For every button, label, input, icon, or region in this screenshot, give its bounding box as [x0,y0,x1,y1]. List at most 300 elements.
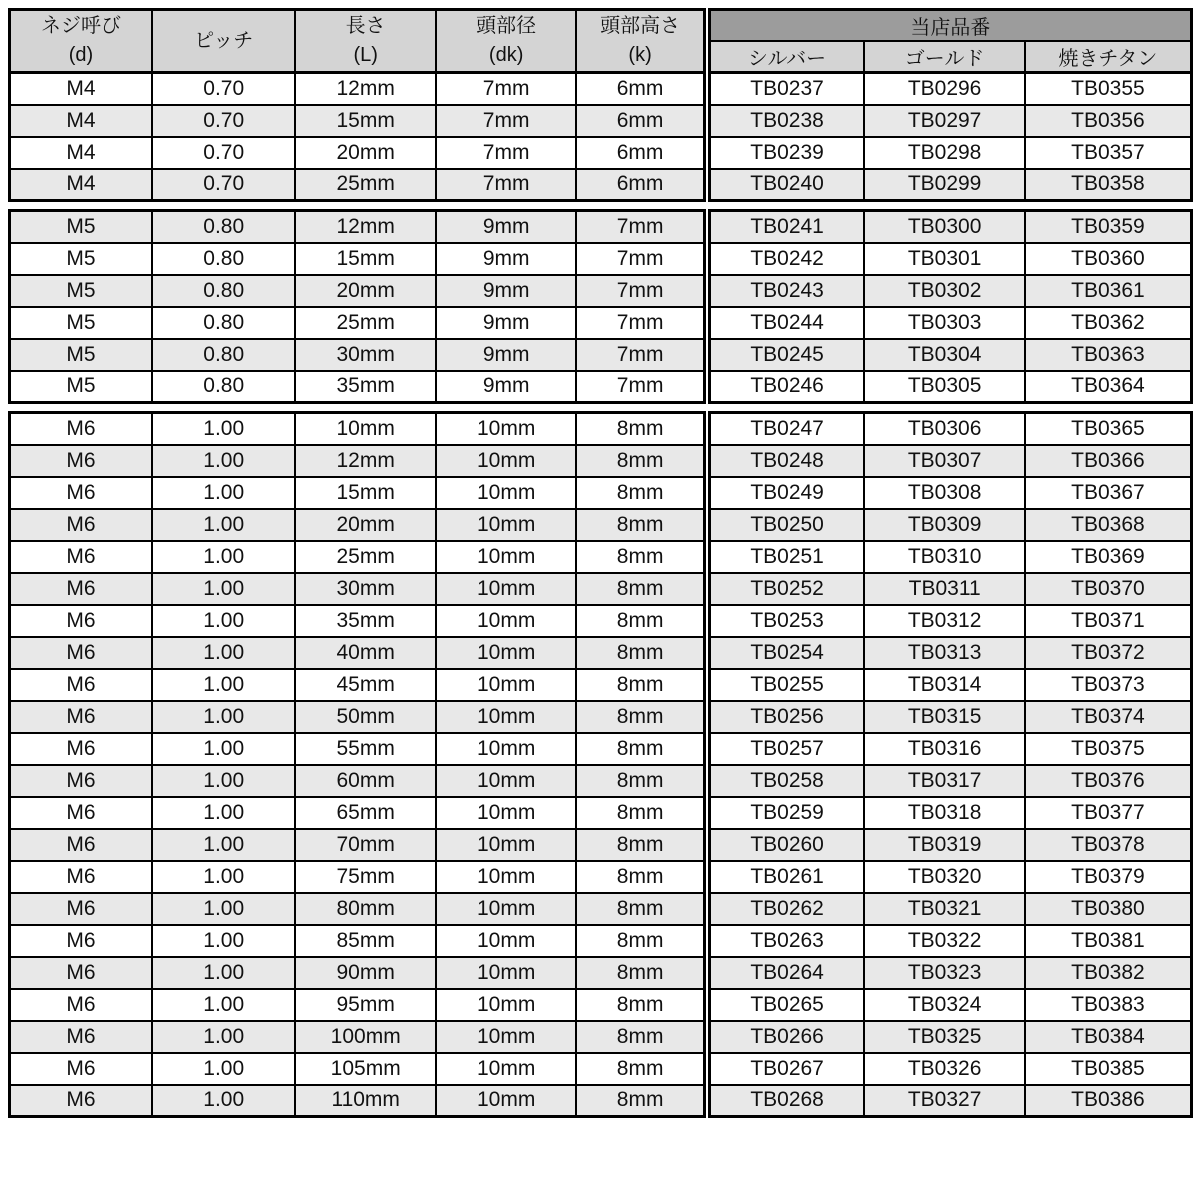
cell-screw-size: M6 [10,669,152,701]
table-row [10,861,1192,893]
table-row [10,413,1192,445]
cell-head-height: 8mm [576,861,706,893]
cell-head-height: 8mm [576,669,706,701]
cell-head-diameter: 10mm [436,413,576,445]
cell-head-height: 8mm [576,797,706,829]
cell-head-height: 8mm [576,445,706,477]
cell-pitch: 1.00 [152,829,295,861]
column-header-label: 長さ [345,15,386,37]
cell-part-number-silver: TB0244 [707,307,865,339]
cell-part-number-gold: TB0312 [864,605,1025,637]
cell-head-height: 7mm [576,371,706,403]
cell-head-diameter: 10mm [436,445,576,477]
table-row [10,605,1192,637]
cell-length: 50mm [295,701,435,733]
cell-screw-size: M6 [10,765,152,797]
cell-pitch: 1.00 [152,477,295,509]
cell-screw-size: M5 [10,339,152,371]
cell-part-number-silver: TB0261 [707,861,865,893]
cell-screw-size: M6 [10,893,152,925]
cell-part-number-gold: TB0304 [864,339,1025,371]
cell-part-number-silver: TB0240 [707,169,865,201]
cell-head-height: 7mm [576,211,706,243]
cell-part-number-titanium: TB0362 [1025,307,1192,339]
cell-head-diameter: 10mm [436,829,576,861]
cell-length: 90mm [295,957,435,989]
cell-head-diameter: 10mm [436,573,576,605]
cell-part-number-gold: TB0298 [864,137,1025,169]
cell-head-diameter: 10mm [436,1021,576,1053]
cell-part-number-silver: TB0263 [707,925,865,957]
table-row [10,989,1192,1021]
cell-pitch: 1.00 [152,989,295,1021]
cell-part-number-silver: TB0254 [707,637,865,669]
table-row [10,275,1192,307]
cell-pitch: 1.00 [152,1021,295,1053]
cell-part-number-silver: TB0256 [707,701,865,733]
cell-part-number-silver: TB0255 [707,669,865,701]
cell-head-height: 8mm [576,1085,706,1117]
cell-head-height: 8mm [576,413,706,445]
table-row [10,701,1192,733]
table-row [10,733,1192,765]
cell-part-number-titanium: TB0369 [1025,541,1192,573]
cell-pitch: 0.80 [152,371,295,403]
cell-head-height: 8mm [576,477,706,509]
cell-screw-size: M6 [10,925,152,957]
cell-pitch: 0.80 [152,211,295,243]
cell-part-number-gold: TB0301 [864,243,1025,275]
cell-length: 35mm [295,371,435,403]
cell-part-number-titanium: TB0383 [1025,989,1192,1021]
cell-part-number-silver: TB0239 [707,137,865,169]
cell-length: 85mm [295,925,435,957]
table-row [10,893,1192,925]
cell-length: 25mm [295,169,435,201]
cell-head-height: 8mm [576,1053,706,1085]
cell-length: 55mm [295,733,435,765]
cell-pitch: 0.70 [152,169,295,201]
cell-length: 30mm [295,573,435,605]
cell-length: 45mm [295,669,435,701]
cell-length: 25mm [295,307,435,339]
table-row [10,637,1192,669]
cell-head-diameter: 10mm [436,1085,576,1117]
column-header-label: ピッチ [194,29,254,52]
cell-screw-size: M6 [10,1021,152,1053]
cell-screw-size: M4 [10,169,152,201]
column-header-titanium: 焼きチタン [1025,41,1192,73]
cell-part-number-silver: TB0265 [707,989,865,1021]
column-header-head-diameter [436,10,576,73]
cell-length: 20mm [295,509,435,541]
cell-length: 40mm [295,637,435,669]
cell-part-number-silver: TB0257 [707,733,865,765]
cell-length: 80mm [295,893,435,925]
table-row [10,957,1192,989]
column-header-part-number-group: 当店品番 [707,10,1192,42]
cell-part-number-gold: TB0303 [864,307,1025,339]
cell-length: 25mm [295,541,435,573]
cell-length: 12mm [295,73,435,105]
cell-part-number-gold: TB0316 [864,733,1025,765]
cell-head-height: 8mm [576,541,706,573]
cell-head-diameter: 7mm [436,73,576,105]
cell-part-number-titanium: TB0384 [1025,1021,1192,1053]
cell-screw-size: M4 [10,73,152,105]
column-header-pitch [152,10,295,73]
cell-part-number-titanium: TB0364 [1025,371,1192,403]
column-header-label: 頭部径 [476,15,537,37]
cell-pitch: 1.00 [152,861,295,893]
cell-length: 75mm [295,861,435,893]
cell-part-number-silver: TB0247 [707,413,865,445]
cell-part-number-gold: TB0327 [864,1085,1025,1117]
cell-part-number-titanium: TB0355 [1025,73,1192,105]
cell-part-number-titanium: TB0385 [1025,1053,1192,1085]
cell-pitch: 1.00 [152,573,295,605]
cell-part-number-titanium: TB0361 [1025,275,1192,307]
cell-screw-size: M5 [10,307,152,339]
cell-pitch: 0.80 [152,243,295,275]
cell-part-number-gold: TB0323 [864,957,1025,989]
cell-pitch: 0.80 [152,275,295,307]
cell-length: 20mm [295,137,435,169]
cell-part-number-gold: TB0322 [864,925,1025,957]
cell-length: 15mm [295,243,435,275]
cell-part-number-gold: TB0315 [864,701,1025,733]
table-row [10,829,1192,861]
cell-pitch: 0.70 [152,73,295,105]
cell-pitch: 0.70 [152,105,295,137]
cell-head-diameter: 10mm [436,957,576,989]
table-row [10,477,1192,509]
cell-pitch: 0.80 [152,307,295,339]
cell-part-number-silver: TB0268 [707,1085,865,1117]
cell-head-diameter: 10mm [436,989,576,1021]
cell-pitch: 0.80 [152,339,295,371]
cell-part-number-silver: TB0248 [707,445,865,477]
table-row [10,541,1192,573]
cell-screw-size: M5 [10,243,152,275]
table-row [10,105,1192,137]
cell-part-number-gold: TB0307 [864,445,1025,477]
table-row [10,925,1192,957]
column-header-label: ネジ呼び [40,15,121,37]
cell-part-number-titanium: TB0379 [1025,861,1192,893]
cell-part-number-gold: TB0296 [864,73,1025,105]
cell-part-number-silver: TB0259 [707,797,865,829]
column-header-silver: シルバー [707,41,865,73]
cell-head-diameter: 10mm [436,861,576,893]
cell-head-height: 8mm [576,957,706,989]
cell-pitch: 1.00 [152,637,295,669]
cell-part-number-silver: TB0238 [707,105,865,137]
cell-screw-size: M6 [10,477,152,509]
table-row [10,243,1192,275]
cell-length: 15mm [295,477,435,509]
cell-part-number-titanium: TB0366 [1025,445,1192,477]
cell-screw-size: M5 [10,275,152,307]
cell-length: 10mm [295,413,435,445]
spec-table-section-m4 [8,8,1193,202]
cell-head-diameter: 10mm [436,669,576,701]
cell-length: 30mm [295,339,435,371]
cell-pitch: 1.00 [152,1085,295,1117]
cell-part-number-titanium: TB0368 [1025,509,1192,541]
cell-part-number-titanium: TB0365 [1025,413,1192,445]
cell-part-number-gold: TB0317 [864,765,1025,797]
cell-part-number-gold: TB0324 [864,989,1025,1021]
cell-part-number-gold: TB0326 [864,1053,1025,1085]
cell-head-diameter: 10mm [436,541,576,573]
cell-screw-size: M5 [10,371,152,403]
cell-part-number-titanium: TB0367 [1025,477,1192,509]
cell-part-number-silver: TB0246 [707,371,865,403]
cell-screw-size: M6 [10,605,152,637]
table-body-m6 [10,413,1192,1117]
cell-screw-size: M6 [10,733,152,765]
cell-length: 60mm [295,765,435,797]
cell-part-number-silver: TB0260 [707,829,865,861]
cell-head-height: 8mm [576,733,706,765]
cell-pitch: 1.00 [152,893,295,925]
cell-part-number-titanium: TB0376 [1025,765,1192,797]
table-row [10,211,1192,243]
cell-part-number-titanium: TB0375 [1025,733,1192,765]
cell-part-number-titanium: TB0378 [1025,829,1192,861]
cell-screw-size: M6 [10,1053,152,1085]
cell-head-height: 8mm [576,509,706,541]
cell-part-number-silver: TB0249 [707,477,865,509]
cell-head-diameter: 9mm [436,275,576,307]
column-header-head-height [576,10,706,73]
cell-part-number-silver: TB0251 [707,541,865,573]
cell-part-number-titanium: TB0382 [1025,957,1192,989]
cell-head-height: 8mm [576,605,706,637]
cell-length: 100mm [295,1021,435,1053]
cell-part-number-silver: TB0258 [707,765,865,797]
cell-pitch: 1.00 [152,669,295,701]
table-row [10,371,1192,403]
cell-length: 65mm [295,797,435,829]
cell-part-number-gold: TB0320 [864,861,1025,893]
cell-head-diameter: 7mm [436,137,576,169]
cell-part-number-silver: TB0237 [707,73,865,105]
table-row [10,445,1192,477]
cell-head-diameter: 7mm [436,105,576,137]
cell-part-number-titanium: TB0358 [1025,169,1192,201]
cell-part-number-gold: TB0314 [864,669,1025,701]
cell-screw-size: M6 [10,573,152,605]
cell-part-number-silver: TB0262 [707,893,865,925]
cell-pitch: 1.00 [152,445,295,477]
cell-part-number-silver: TB0242 [707,243,865,275]
cell-part-number-silver: TB0250 [707,509,865,541]
cell-part-number-titanium: TB0372 [1025,637,1192,669]
spec-table-section-m5 [8,209,1193,404]
cell-part-number-titanium: TB0374 [1025,701,1192,733]
cell-screw-size: M5 [10,211,152,243]
cell-head-diameter: 9mm [436,307,576,339]
cell-length: 70mm [295,829,435,861]
cell-part-number-titanium: TB0360 [1025,243,1192,275]
spec-table-section-m6 [8,411,1193,1118]
cell-part-number-titanium: TB0386 [1025,1085,1192,1117]
cell-head-height: 8mm [576,829,706,861]
cell-part-number-silver: TB0252 [707,573,865,605]
cell-head-height: 8mm [576,1021,706,1053]
cell-screw-size: M6 [10,861,152,893]
cell-part-number-gold: TB0302 [864,275,1025,307]
cell-pitch: 1.00 [152,957,295,989]
cell-part-number-gold: TB0318 [864,797,1025,829]
cell-part-number-gold: TB0325 [864,1021,1025,1053]
cell-part-number-titanium: TB0371 [1025,605,1192,637]
table-row [10,669,1192,701]
cell-head-diameter: 10mm [436,605,576,637]
cell-part-number-titanium: TB0380 [1025,893,1192,925]
cell-screw-size: M6 [10,989,152,1021]
cell-head-height: 7mm [576,307,706,339]
table-row [10,765,1192,797]
cell-part-number-titanium: TB0363 [1025,339,1192,371]
cell-head-diameter: 9mm [436,339,576,371]
cell-pitch: 1.00 [152,605,295,637]
cell-length: 20mm [295,275,435,307]
cell-part-number-gold: TB0305 [864,371,1025,403]
cell-head-diameter: 10mm [436,477,576,509]
cell-screw-size: M6 [10,829,152,861]
cell-part-number-gold: TB0311 [864,573,1025,605]
cell-length: 12mm [295,445,435,477]
cell-screw-size: M4 [10,137,152,169]
cell-head-height: 8mm [576,893,706,925]
cell-screw-size: M6 [10,797,152,829]
cell-part-number-silver: TB0243 [707,275,865,307]
table-row [10,137,1192,169]
cell-head-diameter: 10mm [436,797,576,829]
cell-head-height: 8mm [576,701,706,733]
cell-part-number-titanium: TB0356 [1025,105,1192,137]
cell-part-number-silver: TB0266 [707,1021,865,1053]
cell-part-number-titanium: TB0370 [1025,573,1192,605]
cell-pitch: 1.00 [152,541,295,573]
cell-part-number-silver: TB0241 [707,211,865,243]
cell-head-height: 6mm [576,73,706,105]
cell-length: 35mm [295,605,435,637]
cell-part-number-gold: TB0300 [864,211,1025,243]
cell-head-diameter: 9mm [436,211,576,243]
cell-head-diameter: 9mm [436,243,576,275]
cell-head-diameter: 10mm [436,893,576,925]
cell-head-height: 8mm [576,925,706,957]
table-row [10,509,1192,541]
column-header-label: 頭部高さ [600,15,681,37]
table-row [10,73,1192,105]
column-header-gold: ゴールド [864,41,1025,73]
cell-part-number-gold: TB0309 [864,509,1025,541]
cell-length: 15mm [295,105,435,137]
cell-head-height: 7mm [576,243,706,275]
table-row [10,1021,1192,1053]
column-header-symbol: (dk) [488,44,524,66]
cell-part-number-titanium: TB0373 [1025,669,1192,701]
cell-length: 12mm [295,211,435,243]
cell-pitch: 1.00 [152,509,295,541]
cell-head-diameter: 9mm [436,371,576,403]
cell-pitch: 1.00 [152,797,295,829]
cell-head-height: 7mm [576,275,706,307]
cell-screw-size: M6 [10,1085,152,1117]
cell-part-number-gold: TB0321 [864,893,1025,925]
cell-head-height: 8mm [576,765,706,797]
cell-pitch: 1.00 [152,701,295,733]
cell-part-number-gold: TB0306 [864,413,1025,445]
table-row [10,1085,1192,1117]
cell-part-number-gold: TB0313 [864,637,1025,669]
cell-part-number-titanium: TB0377 [1025,797,1192,829]
cell-pitch: 1.00 [152,1053,295,1085]
cell-head-diameter: 10mm [436,701,576,733]
cell-head-diameter: 10mm [436,733,576,765]
table-body-m5 [10,211,1192,403]
cell-part-number-silver: TB0267 [707,1053,865,1085]
cell-part-number-silver: TB0245 [707,339,865,371]
cell-part-number-titanium: TB0359 [1025,211,1192,243]
cell-head-diameter: 7mm [436,169,576,201]
cell-head-diameter: 10mm [436,925,576,957]
cell-head-height: 7mm [576,339,706,371]
cell-part-number-gold: TB0299 [864,169,1025,201]
cell-screw-size: M6 [10,541,152,573]
cell-part-number-gold: TB0308 [864,477,1025,509]
column-header-symbol: (d) [68,44,94,66]
cell-part-number-gold: TB0319 [864,829,1025,861]
cell-head-height: 6mm [576,169,706,201]
cell-screw-size: M6 [10,413,152,445]
cell-pitch: 0.70 [152,137,295,169]
cell-head-height: 6mm [576,137,706,169]
table-row [10,339,1192,371]
cell-head-diameter: 10mm [436,509,576,541]
cell-head-height: 6mm [576,105,706,137]
cell-head-diameter: 10mm [436,1053,576,1085]
cell-pitch: 1.00 [152,765,295,797]
cell-head-diameter: 10mm [436,765,576,797]
column-header-symbol: (k) [628,44,652,66]
cell-screw-size: M6 [10,509,152,541]
cell-screw-size: M4 [10,105,152,137]
cell-part-number-gold: TB0310 [864,541,1025,573]
cell-part-number-silver: TB0264 [707,957,865,989]
cell-pitch: 1.00 [152,413,295,445]
cell-screw-size: M6 [10,445,152,477]
cell-screw-size: M6 [10,637,152,669]
table-row [10,307,1192,339]
table-row [10,1053,1192,1085]
table-body-m4 [10,73,1192,201]
cell-head-height: 8mm [576,573,706,605]
cell-pitch: 1.00 [152,733,295,765]
cell-pitch: 1.00 [152,925,295,957]
column-header-length [295,10,435,73]
cell-part-number-silver: TB0253 [707,605,865,637]
column-header-symbol: (L) [353,44,378,66]
table-row [10,573,1192,605]
cell-screw-size: M6 [10,701,152,733]
column-header-screw-size [10,10,152,73]
